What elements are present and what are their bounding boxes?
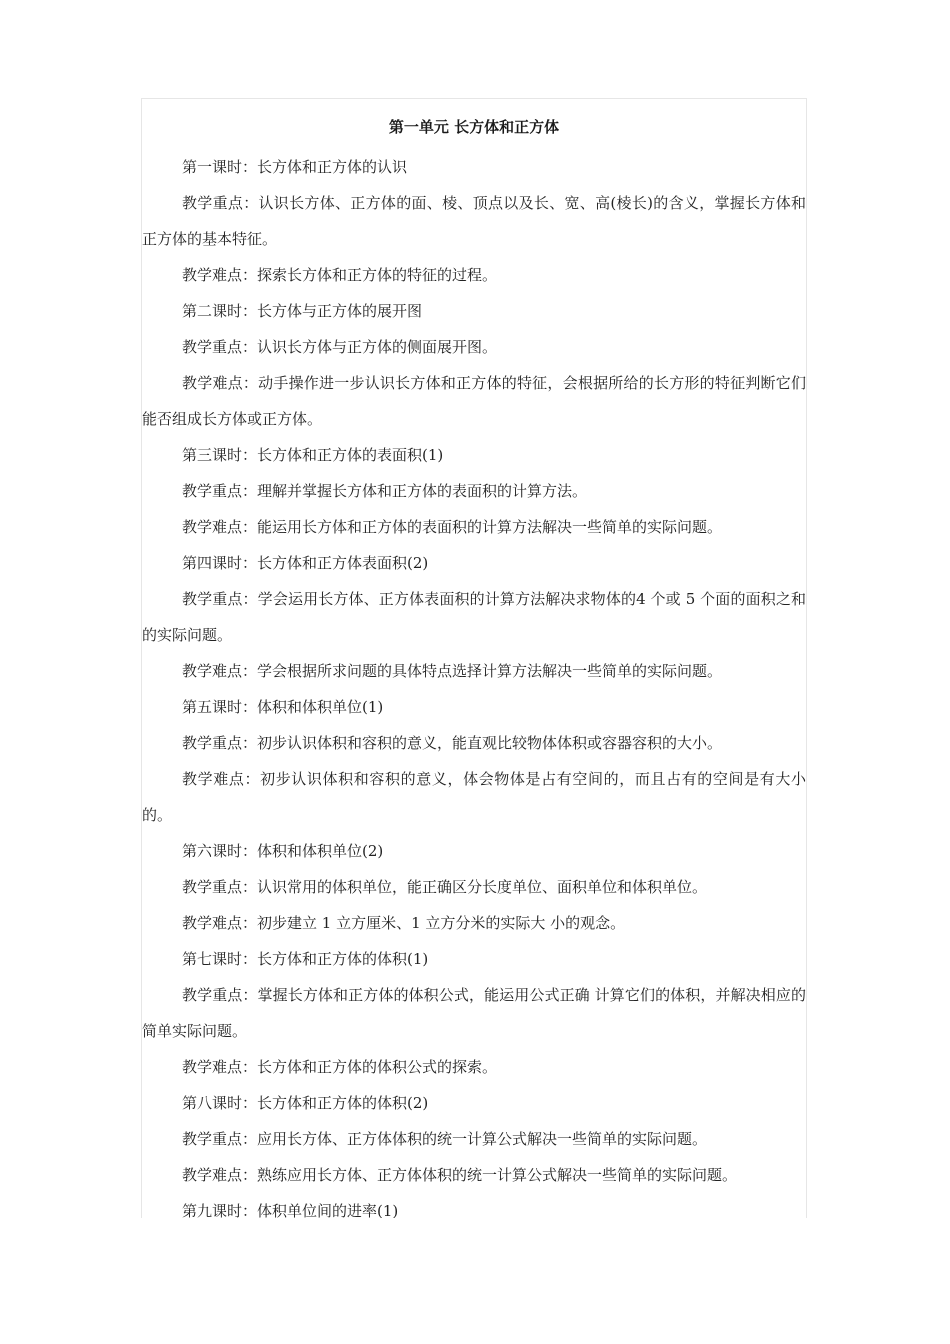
paragraph-lesson-8-difficulty: 教学难点：熟练应用长方体、正方体体积的统一计算公式解决一些简单的实际问题。 bbox=[182, 1166, 738, 1184]
paragraph-lesson-1: 第一课时：长方体和正方体的认识 bbox=[182, 158, 408, 176]
paragraph-lesson-5-focus: 教学重点：初步认识体积和容积的意义，能直观比较物体体积或容器容积的大小。 bbox=[182, 734, 723, 752]
paragraph-lesson-1-focus: 教学重点：认识长方体、正方体的面、棱、顶点以及长、宽、高(棱长)的含义，掌握长方体和正方体的基本特征。 bbox=[142, 194, 806, 248]
paragraph-lesson-2-difficulty: 教学难点：动手操作进一步认识长方体和正方体的特征，会根据所给的长方形的特征判断它们能否组成长方体或正方体。 bbox=[142, 374, 806, 428]
document-body bbox=[142, 149, 806, 1218]
paragraph-lesson-2-focus: 教学重点：认识长方体与正方体的侧面展开图。 bbox=[182, 338, 498, 356]
paragraph-lesson-7-difficulty: 教学难点：长方体和正方体的体积公式的探索。 bbox=[182, 1058, 498, 1076]
paragraph-lesson-4-focus: 教学重点：学会运用长方体、正方体表面积的计算方法解决求物体的4 个或 5 个面的面积之和的实际问题。 bbox=[142, 590, 806, 644]
paragraph-lesson-6: 第六课时：体积和体积单位(2) bbox=[182, 842, 384, 860]
paragraph-lesson-4-difficulty: 教学难点：学会根据所求问题的具体特点选择计算方法解决一些简单的实际问题。 bbox=[182, 662, 723, 680]
paragraph-lesson-9: 第九课时：体积单位间的进率(1) bbox=[182, 1202, 399, 1218]
paragraph-lesson-4: 第四课时：长方体和正方体表面积(2) bbox=[182, 554, 429, 572]
paragraph-lesson-5-difficulty: 教学难点：初步认识体积和容积的意义，体会物体是占有空间的，而且占有的空间是有大小的。 bbox=[142, 770, 806, 824]
paragraph-lesson-5: 第五课时：体积和体积单位(1) bbox=[182, 698, 384, 716]
paragraph-lesson-3: 第三课时：长方体和正方体的表面积(1) bbox=[182, 446, 444, 464]
paragraph-lesson-7: 第七课时：长方体和正方体的体积(1) bbox=[182, 950, 429, 968]
paragraph-lesson-8: 第八课时：长方体和正方体的体积(2) bbox=[182, 1094, 429, 1112]
paragraph-lesson-8-focus: 教学重点：应用长方体、正方体体积的统一计算公式解决一些简单的实际问题。 bbox=[182, 1130, 708, 1148]
paragraph-lesson-1-difficulty: 教学难点：探索长方体和正方体的特征的过程。 bbox=[182, 266, 498, 284]
document-page bbox=[141, 98, 807, 1218]
paragraph-lesson-3-focus: 教学重点：理解并掌握长方体和正方体的表面积的计算方法。 bbox=[182, 482, 588, 500]
paragraph-lesson-6-focus: 教学重点：认识常用的体积单位，能正确区分长度单位、面积单位和体积单位。 bbox=[182, 878, 708, 896]
paragraph-lesson-2: 第二课时：长方体与正方体的展开图 bbox=[182, 302, 423, 320]
paragraph-lesson-7-focus: 教学重点：掌握长方体和正方体的体积公式，能运用公式正确 计算它们的体积，并解决相应的简单实际问题。 bbox=[142, 986, 806, 1040]
document-title: 第一单元 长方体和正方体 bbox=[388, 118, 560, 136]
paragraph-lesson-6-difficulty: 教学难点：初步建立 1 立方厘米、1 立方分米的实际大 小的观念。 bbox=[182, 914, 626, 932]
paragraph-lesson-3-difficulty: 教学难点：能运用长方体和正方体的表面积的计算方法解决一些简单的实际问题。 bbox=[182, 518, 723, 536]
